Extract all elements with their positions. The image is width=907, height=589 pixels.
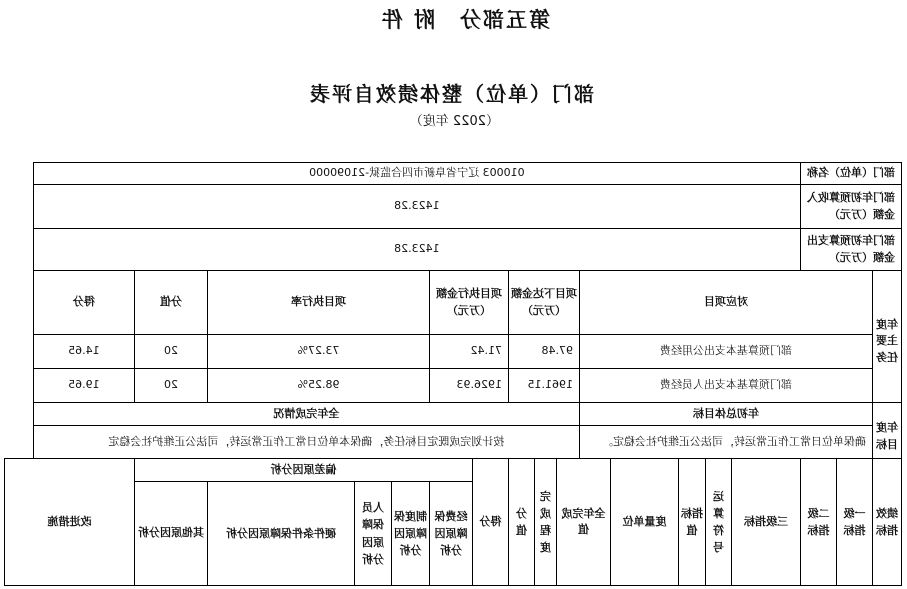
ind-level1: 一级指标 [837, 459, 873, 586]
income-value: 1423.28 [33, 185, 800, 229]
col-budget: 项目下达金额（万元） [509, 271, 580, 335]
goal-completion-header: 全年完成情况 [33, 403, 579, 426]
ind-target: 指标值 [679, 459, 706, 586]
col-project: 对应项目 [580, 271, 873, 335]
ind-unit: 度量单位 [611, 459, 679, 586]
tasks-section-label: 年度主要任务 [873, 271, 902, 403]
task-executed: 71.42 [430, 335, 509, 369]
ind-score: 分值 [509, 459, 535, 586]
ind-level2: 二级指标 [801, 459, 837, 586]
dev-system: 制度保障原因分析 [392, 482, 430, 586]
task-project: 部门预算基本支出人员经费 [580, 369, 873, 403]
income-label: 部门年初预算收入金额（万元） [801, 185, 902, 229]
goals-section-label: 年度目标 [873, 403, 902, 459]
indicators-section-label: 绩效指标 [873, 459, 902, 586]
dev-funds: 经费保障原因分析 [430, 482, 473, 586]
task-rate: 98.25% [208, 369, 430, 403]
table-row [5, 369, 902, 403]
table-title: 部门（单位）整体绩效自评表 [308, 82, 594, 106]
task-score: 20 [135, 335, 208, 369]
unit-value: 010003 辽宁省阜新市四合监狱-21090000 [33, 163, 800, 185]
ind-actual: 全年完成值 [557, 459, 611, 586]
ind-got: 得分 [473, 459, 509, 586]
part-title: 第五部分 附 件 [379, 8, 550, 32]
year-subtitle: （2022 年度） [409, 114, 499, 129]
expense-value: 1423.28 [33, 229, 800, 271]
goal-initial-value: 确保单位日常工作正常运转，司法公正维护社会稳定。 [580, 426, 873, 459]
task-got: 14.65 [33, 335, 134, 369]
table-row [5, 335, 902, 369]
ind-operator: 运算符号 [706, 459, 732, 586]
goal-completion-value: 按计划完成既定目标任务，确保本单位日常工作正常运转，司法公正维护社会稳定 [33, 426, 579, 459]
ind-completion: 完成程度 [535, 459, 557, 586]
task-got: 19.65 [33, 369, 134, 403]
task-score: 20 [135, 369, 208, 403]
unit-label: 部门（单位）名称 [801, 163, 902, 185]
col-executed: 项目执行金额（万元） [430, 271, 509, 335]
col-got: 得分 [33, 271, 134, 335]
task-budget: 97.48 [509, 335, 580, 369]
col-score: 分值 [135, 271, 208, 335]
ind-measures: 改进措施 [5, 459, 135, 586]
task-rate: 73.27% [208, 335, 430, 369]
task-executed: 1926.93 [430, 369, 509, 403]
dev-other: 其他原因分析 [135, 482, 208, 586]
task-project: 部门预算基本支出公用经费 [580, 335, 873, 369]
ind-deviation: 偏差原因分析 [135, 459, 473, 482]
goal-initial-header: 年初总体目标 [580, 403, 873, 426]
performance-table [4, 162, 902, 586]
dev-staff: 人员保障原因分析 [355, 482, 392, 586]
task-budget: 1961.15 [509, 369, 580, 403]
expense-label: 部门年初预算支出金额（万元） [801, 229, 902, 271]
col-rate: 项目执行率 [208, 271, 430, 335]
dev-hardware: 硬件条件保障原因分析 [208, 482, 355, 586]
ind-level3: 三级指标 [732, 459, 801, 586]
